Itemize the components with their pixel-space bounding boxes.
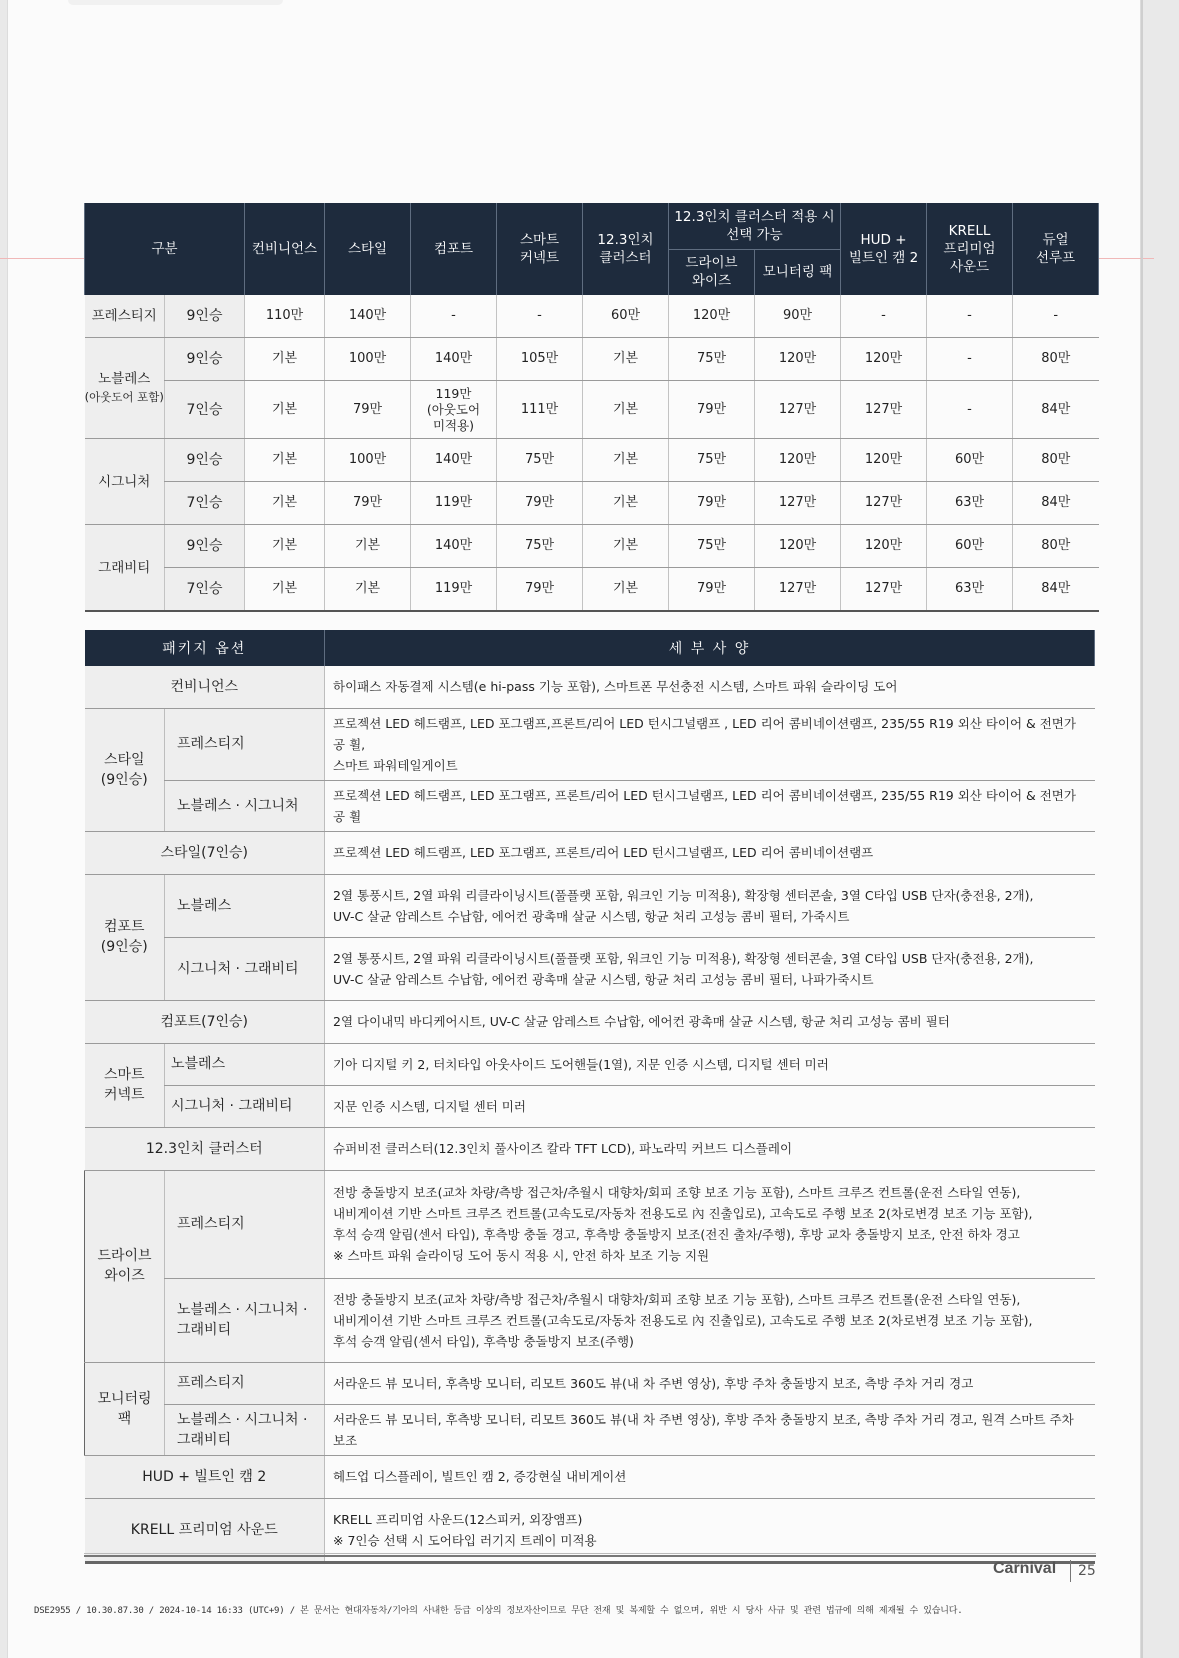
header-monitoring-pack: 모니터링 팩 bbox=[755, 249, 841, 295]
footer-rule-thin bbox=[84, 1553, 1096, 1554]
cell: - bbox=[1013, 295, 1099, 338]
header-package-option: 패키지 옵션 bbox=[85, 630, 325, 666]
category-style-9: 스타일 (9인승) bbox=[85, 708, 165, 831]
category-cluster: 12.3인치 클러스터 bbox=[85, 1127, 325, 1170]
table-row bbox=[85, 1043, 1095, 1085]
cell: 기본 bbox=[245, 439, 325, 482]
cell: 120만 bbox=[755, 338, 841, 381]
footer-rule bbox=[84, 1555, 1096, 1557]
cell: 기본 bbox=[325, 525, 411, 568]
cell: 111만 bbox=[497, 381, 583, 439]
table-row bbox=[85, 1170, 1095, 1278]
detail-text: 2열 통풍시트, 2열 파워 리클라이닝시트(풀플랫 포함, 워크인 기능 미적용), 확장형 센터콘솔, 3열 C타입 USB 단자(충전용, 2개), UV-C 살균 암레스트 수납함, 에어컨 광촉매 살균 시스템, 항균 처리 고성능 콤비 필터, 가죽시트 bbox=[325, 874, 1095, 937]
cell: 127만 bbox=[841, 381, 927, 439]
group-noblesse-note: (아웃도어 포함) bbox=[84, 390, 164, 404]
group-prestige: 프레스티지 bbox=[85, 295, 165, 338]
confidentiality-notice: DSE2955 / 10.30.87.30 / 2024-10-14 16:33 (UTC+9) / 본 문서는 현대자동차/기아의 사내한 등급 이상의 정보자산이므로 무단 전재 및 복제할 수 없으며, 위반 시 당사 사규 및 관련 법규에 의해 제재될 수 있습니다. bbox=[34, 1606, 963, 1616]
cell: 80만 bbox=[1013, 525, 1099, 568]
cell: 75만 bbox=[669, 338, 755, 381]
cell: 105만 bbox=[497, 338, 583, 381]
seat-label: 9인승 bbox=[165, 525, 245, 568]
cell: 기본 bbox=[245, 482, 325, 525]
cell: 127만 bbox=[841, 568, 927, 612]
group-noblesse bbox=[85, 338, 165, 439]
table-row bbox=[85, 295, 1099, 338]
category-convenience: 컨비니언스 bbox=[85, 666, 325, 708]
table-row bbox=[85, 525, 1099, 568]
detail-text: 프로젝션 LED 헤드램프, LED 포그램프,프론트/리어 LED 턴시그널램프 , LED 리어 콤비네이션램프, 235/55 R19 외산 타이어 & 전면가공 휠, 스마트 파워테일게이트 bbox=[325, 708, 1095, 780]
header-cluster: 12.3인치 클러스터 bbox=[583, 203, 669, 295]
cell: 60만 bbox=[583, 295, 669, 338]
trim-label: 시그니처 · 그래비티 bbox=[165, 937, 325, 1000]
cell: 100만 bbox=[325, 439, 411, 482]
cell: 140만 bbox=[325, 295, 411, 338]
cell: 기본 bbox=[583, 568, 669, 612]
seat-label: 7인승 bbox=[165, 568, 245, 612]
cell: 110만 bbox=[245, 295, 325, 338]
cell: 84만 bbox=[1013, 568, 1099, 612]
option-price-table bbox=[84, 203, 1099, 612]
category-monitoring-pack: 모니터링 팩 bbox=[85, 1362, 165, 1455]
header-detail: 세 부 사 양 bbox=[325, 630, 1095, 666]
header-group: 구분 bbox=[85, 203, 245, 295]
cell: 79만 bbox=[497, 568, 583, 612]
detail-text: 2열 통풍시트, 2열 파워 리클라이닝시트(풀플랫 포함, 워크인 기능 미적용), 확장형 센터콘솔, 3열 C타입 USB 단자(충전용, 2개), UV-C 살균 암레스트 수납함, 에어컨 광촉매 살균 시스템, 항균 처리 고성능 콤비 필터, 나파가죽시트 bbox=[325, 937, 1095, 1000]
header-krell: KRELL 프리미엄 사운드 bbox=[927, 203, 1013, 295]
detail-text: 프로젝션 LED 헤드램프, LED 포그램프, 프론트/리어 LED 턴시그널램프, LED 리어 콤비네이션램프 bbox=[325, 831, 1095, 874]
group-noblesse-label: 노블레스 bbox=[98, 371, 151, 387]
cell: 기본 bbox=[583, 338, 669, 381]
table-row bbox=[85, 666, 1095, 708]
cell: 119만 bbox=[411, 568, 497, 612]
cell: 75만 bbox=[669, 439, 755, 482]
category-style-7: 스타일(7인승) bbox=[85, 831, 325, 874]
cell: 75만 bbox=[497, 439, 583, 482]
header-dual-sunroof: 듀얼 선루프 bbox=[1013, 203, 1099, 295]
cell: 60만 bbox=[927, 439, 1013, 482]
cell: 79만 bbox=[497, 482, 583, 525]
table-row bbox=[85, 780, 1095, 831]
table-row bbox=[85, 708, 1095, 780]
cell: 127만 bbox=[755, 381, 841, 439]
category-smart-connect: 스마트 커넥트 bbox=[85, 1043, 165, 1127]
detail-text: KRELL 프리미엄 사운드(12스피커, 외장앰프) ※ 7인승 선택 시 도어타입 러기지 트레이 미적용 bbox=[325, 1498, 1095, 1562]
cell: 기본 bbox=[583, 439, 669, 482]
table-row bbox=[85, 1127, 1095, 1170]
cell: 기본 bbox=[325, 568, 411, 612]
table-row bbox=[85, 568, 1099, 612]
trim-label: 노블레스 · 시그니처 bbox=[165, 780, 325, 831]
trim-label: 프레스티지 bbox=[165, 1362, 325, 1404]
category-krell: KRELL 프리미엄 사운드 bbox=[85, 1498, 325, 1562]
cell: 127만 bbox=[755, 568, 841, 612]
page-number: 25 bbox=[1078, 1563, 1096, 1579]
cell: - bbox=[927, 338, 1013, 381]
margin-rule-left bbox=[0, 258, 84, 259]
cell: - bbox=[411, 295, 497, 338]
cell: 기본 bbox=[245, 381, 325, 439]
detail-text: 기아 디지털 키 2, 터치타입 아웃사이드 도어핸들(1열), 지문 인증 시스템, 디지털 센터 미러 bbox=[325, 1043, 1095, 1085]
group-signature: 시그니처 bbox=[85, 439, 165, 525]
header-hud: HUD + 빌트인 캠 2 bbox=[841, 203, 927, 295]
footer-divider bbox=[1070, 1560, 1071, 1582]
cell: 79만 bbox=[669, 381, 755, 439]
cell: - bbox=[497, 295, 583, 338]
cell: 120만 bbox=[669, 295, 755, 338]
seat-label: 7인승 bbox=[165, 381, 245, 439]
header-cluster-option: 12.3인치 클러스터 적용 시 선택 가능 bbox=[669, 203, 841, 249]
cell: 79만 bbox=[325, 482, 411, 525]
table-row bbox=[85, 439, 1099, 482]
table-row bbox=[85, 482, 1099, 525]
cell: 120만 bbox=[755, 525, 841, 568]
cell: 79만 bbox=[325, 381, 411, 439]
detail-text: 2열 다이내믹 바디케어시트, UV-C 살균 암레스트 수납함, 에어컨 광촉매 살균 시스템, 항균 처리 고성능 콤비 필터 bbox=[325, 1000, 1095, 1043]
cell: 기본 bbox=[583, 381, 669, 439]
detail-text: 슈퍼비전 클러스터(12.3인치 풀사이즈 칼라 TFT LCD), 파노라믹 커브드 디스플레이 bbox=[325, 1127, 1095, 1170]
category-comfort-9: 컴포트 (9인승) bbox=[85, 874, 165, 1000]
table-row bbox=[85, 381, 1099, 439]
table-row bbox=[85, 338, 1099, 381]
category-drive-wise: 드라이브 와이즈 bbox=[85, 1170, 165, 1362]
header-convenience: 컨비니언스 bbox=[245, 203, 325, 295]
cell: 79만 bbox=[669, 568, 755, 612]
table-row bbox=[85, 874, 1095, 937]
detail-text: 전방 충돌방지 보조(교차 차량/측방 접근차/추월시 대향차/회피 조향 보조 기능 포함), 스마트 크루즈 컨트롤(운전 스타일 연동), 내비게이션 기반 스마트 크루즈 컨트롤(고속도로/자동차 전용도로 內 진출입로), 고속도로 주행 보조 2(차로변경 보조 기능 포함), 후석 승객 알림(센서 타입), 후측방 충돌 경고, 후측방 충돌방지 보조(전진 출차/주행), 후방 교차 충돌방지 보조, 안전 하차 경고 ※ 스마트 파워 슬라이딩 도어 동시 적용 시, 안전 하차 보조 기능 지원 bbox=[325, 1170, 1095, 1278]
cell: 80만 bbox=[1013, 338, 1099, 381]
cell: 기본 bbox=[583, 482, 669, 525]
group-gravity: 그래비티 bbox=[85, 525, 165, 612]
cell: 75만 bbox=[497, 525, 583, 568]
cell: - bbox=[841, 295, 927, 338]
seat-label: 9인승 bbox=[165, 295, 245, 338]
seat-label: 7인승 bbox=[165, 482, 245, 525]
detail-text: 헤드업 디스플레이, 빌트인 캠 2, 증강현실 내비게이션 bbox=[325, 1455, 1095, 1498]
header-smart-connect: 스마트 커넥트 bbox=[497, 203, 583, 295]
cell: 79만 bbox=[669, 482, 755, 525]
header-drive-wise: 드라이브 와이즈 bbox=[669, 249, 755, 295]
cell: 기본 bbox=[245, 525, 325, 568]
table-row bbox=[85, 1000, 1095, 1043]
cell: 90만 bbox=[755, 295, 841, 338]
detail-text: 프로젝션 LED 헤드램프, LED 포그램프, 프론트/리어 LED 턴시그널램프, LED 리어 콤비네이션램프, 235/55 R19 외산 타이어 & 전면가공 휠 bbox=[325, 780, 1095, 831]
cell: 84만 bbox=[1013, 482, 1099, 525]
top-tab bbox=[68, 0, 283, 5]
category-comfort-7: 컴포트(7인승) bbox=[85, 1000, 325, 1043]
table-row bbox=[85, 937, 1095, 1000]
cell: 119만 bbox=[411, 482, 497, 525]
detail-text: 서라운드 뷰 모니터, 후측방 모니터, 리모트 360도 뷰(내 차 주변 영상), 후방 주차 충돌방지 보조, 측방 주차 거리 경고 bbox=[325, 1362, 1095, 1404]
table-row bbox=[85, 1085, 1095, 1127]
detail-text: 하이패스 자동결제 시스템(e hi-pass 기능 포함), 스마트폰 무선충전 시스템, 스마트 파워 슬라이딩 도어 bbox=[325, 666, 1095, 708]
header-comfort: 컴포트 bbox=[411, 203, 497, 295]
cell: 119만 (아웃도어 미적용) bbox=[411, 381, 497, 439]
cell: 127만 bbox=[841, 482, 927, 525]
trim-label: 시그니처 · 그래비티 bbox=[165, 1085, 325, 1127]
cell: 80만 bbox=[1013, 439, 1099, 482]
trim-label: 프레스티지 bbox=[165, 1170, 325, 1278]
cell: - bbox=[927, 295, 1013, 338]
cell: 60만 bbox=[927, 525, 1013, 568]
footer-brand: Carnival bbox=[993, 1560, 1057, 1577]
trim-label: 노블레스 bbox=[165, 874, 325, 937]
cell: 84만 bbox=[1013, 381, 1099, 439]
seat-label: 9인승 bbox=[165, 338, 245, 381]
cell: 140만 bbox=[411, 525, 497, 568]
page-edge bbox=[1141, 0, 1143, 1658]
table-row bbox=[85, 831, 1095, 874]
cell: 120만 bbox=[755, 439, 841, 482]
trim-label: 노블레스 · 시그니처 · 그래비티 bbox=[165, 1278, 325, 1362]
trim-label: 노블레스 bbox=[165, 1043, 325, 1085]
cell: 기본 bbox=[245, 338, 325, 381]
detail-text: 전방 충돌방지 보조(교차 차량/측방 접근차/추월시 대향차/회피 조향 보조 기능 포함), 스마트 크루즈 컨트롤(운전 스타일 연동), 내비게이션 기반 스마트 크루즈 컨트롤(고속도로/자동차 전용도로 內 진출입로), 고속도로 주행 보조 2(차로변경 보조 기능 포함), 후석 승객 알림(센서 타입), 후측방 충돌방지 보조(주행) bbox=[325, 1278, 1095, 1362]
cell: 127만 bbox=[755, 482, 841, 525]
table-row bbox=[85, 1455, 1095, 1498]
margin-rule-right bbox=[1094, 258, 1154, 259]
cell: 140만 bbox=[411, 439, 497, 482]
cell: 120만 bbox=[841, 338, 927, 381]
package-option-table bbox=[84, 630, 1095, 1564]
table-row bbox=[85, 1404, 1095, 1455]
trim-label: 노블레스 · 시그니처 · 그래비티 bbox=[165, 1404, 325, 1455]
cell: 63만 bbox=[927, 482, 1013, 525]
cell: 63만 bbox=[927, 568, 1013, 612]
category-hud: HUD + 빌트인 캠 2 bbox=[85, 1455, 325, 1498]
cell: 120만 bbox=[841, 525, 927, 568]
table-row bbox=[85, 1362, 1095, 1404]
table-row bbox=[85, 1278, 1095, 1362]
cell: 120만 bbox=[841, 439, 927, 482]
seat-label: 9인승 bbox=[165, 439, 245, 482]
cell: 100만 bbox=[325, 338, 411, 381]
header-style: 스타일 bbox=[325, 203, 411, 295]
cell: - bbox=[927, 381, 1013, 439]
detail-text: 지문 인증 시스템, 디지털 센터 미러 bbox=[325, 1085, 1095, 1127]
detail-text: 서라운드 뷰 모니터, 후측방 모니터, 리모트 360도 뷰(내 차 주변 영상), 후방 주차 충돌방지 보조, 측방 주차 거리 경고, 원격 스마트 주차 보조 bbox=[325, 1404, 1095, 1455]
trim-label: 프레스티지 bbox=[165, 708, 325, 780]
cell: 기본 bbox=[245, 568, 325, 612]
cell: 140만 bbox=[411, 338, 497, 381]
cell: 기본 bbox=[583, 525, 669, 568]
cell: 75만 bbox=[669, 525, 755, 568]
